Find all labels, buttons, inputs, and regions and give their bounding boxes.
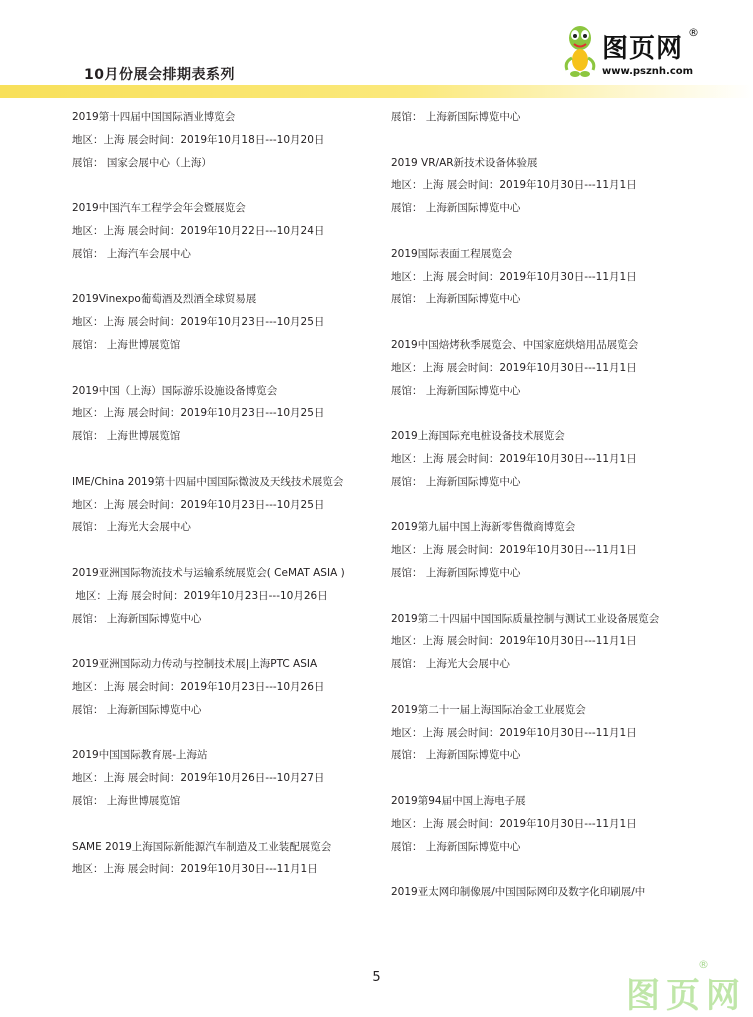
right-column	[391, 106, 691, 904]
entry-spacer	[391, 676, 691, 699]
exhibition-detail: 地区：上海 展会时间：2019年10月30日---11月1日	[72, 863, 318, 876]
exhibition-title: 2019中国汽车工程学会年会暨展览会	[72, 202, 246, 215]
exhibition-entry	[72, 106, 372, 174]
exhibition-entry	[72, 197, 372, 265]
exhibition-detail: 展馆： 上海新国际博览中心	[391, 202, 521, 215]
header-bar	[0, 85, 753, 98]
logo-name: 图页网	[602, 34, 684, 64]
exhibition-detail: 展馆： 上海世博展览馆	[72, 794, 181, 807]
exhibition-title: 2019第二十四届中国国际质量控制与测试工业设备展览会	[391, 612, 660, 625]
exhibition-title: IME/China 2019第十四届中国国际微波及天线技术展览会	[72, 475, 344, 488]
exhibition-entry	[391, 790, 691, 858]
logo-registered-mark: ®	[688, 26, 699, 39]
exhibition-entry	[391, 106, 691, 129]
exhibition-region-date: 地区：上海 展会时间：2019年10月30日---11月1日	[391, 270, 637, 283]
exhibition-entry	[72, 562, 372, 630]
exhibition-region-date: 地区：上海 展会时间：2019年10月22日---10月24日	[72, 224, 325, 237]
entry-spacer	[391, 858, 691, 881]
entry-spacer	[391, 494, 691, 517]
exhibition-title: 2019亚太网印制像展/中国国际网印及数字化印刷展/中	[391, 886, 646, 899]
exhibition-region-date: 地区：上海 展会时间：2019年10月30日---11月1日	[391, 452, 637, 465]
exhibition-detail: 展馆： 上海汽车会展中心	[72, 247, 191, 260]
logo-url: www.psznh.com	[602, 66, 694, 77]
entry-spacer	[391, 767, 691, 790]
exhibition-title: 2019第二十一届上海国际冶金工业展览会	[391, 703, 586, 716]
entry-spacer	[72, 813, 372, 836]
exhibition-title: SAME 2019上海国际新能源汽车制造及工业装配展览会	[72, 840, 332, 853]
entry-spacer	[72, 174, 372, 197]
left-column	[72, 106, 372, 881]
exhibition-region-date: 地区：上海 展会时间：2019年10月23日---10月25日	[72, 498, 325, 511]
exhibition-detail: 展馆： 上海世博展览馆	[72, 430, 181, 443]
exhibition-region-date: 地区：上海 展会时间：2019年10月30日---11月1日	[391, 726, 637, 739]
exhibition-entry	[391, 425, 691, 493]
exhibition-detail: 展馆： 上海新国际博览中心	[72, 612, 202, 625]
exhibition-region-date: 地区：上海 展会时间：2019年10月23日---10月26日	[72, 589, 328, 602]
exhibition-entry	[72, 836, 372, 882]
watermark	[626, 958, 746, 1016]
exhibition-detail: 展馆： 上海光大会展中心	[391, 658, 510, 671]
exhibition-entry	[72, 288, 372, 356]
exhibition-title: 2019中国国际教育展-上海站	[72, 749, 208, 762]
exhibition-region-date: 地区：上海 展会时间：2019年10月30日---11月1日	[391, 544, 637, 557]
exhibition-detail: 展馆： 上海光大会展中心	[72, 521, 191, 534]
mascot-icon	[562, 22, 598, 78]
exhibition-detail: 展馆： 上海新国际博览中心	[391, 566, 521, 579]
exhibition-title: 2019第十四届中国国际酒业博览会	[72, 111, 236, 123]
exhibition-entry	[72, 744, 372, 812]
exhibition-title: 2019 VR/AR新技术设备体验展	[391, 156, 538, 169]
exhibition-region-date: 地区：上海 展会时间：2019年10月23日---10月26日	[72, 680, 325, 693]
exhibition-detail: 展馆： 上海世博展览馆	[72, 338, 181, 351]
exhibition-detail: 展馆： 上海新国际博览中心	[391, 840, 521, 853]
exhibition-entry	[391, 334, 691, 402]
watermark-text: 图页网	[626, 976, 746, 1016]
entry-spacer	[391, 585, 691, 608]
exhibition-region-date: 地区：上海 展会时间：2019年10月26日---10月27日	[72, 772, 325, 785]
exhibition-entry	[72, 471, 372, 539]
exhibition-entry	[391, 881, 691, 904]
exhibition-entry	[72, 380, 372, 448]
exhibition-title: 2019第九届中国上海新零售微商博览会	[391, 521, 576, 534]
exhibition-entry	[72, 653, 372, 721]
entry-spacer	[391, 220, 691, 243]
exhibition-entry	[391, 152, 691, 220]
exhibition-region-date: 地区：上海 展会时间：2019年10月18日---10月20日	[72, 133, 325, 146]
exhibition-detail: 展馆： 上海新国际博览中心	[391, 749, 521, 762]
exhibition-detail: 展馆： 上海新国际博览中心	[391, 293, 521, 306]
exhibition-entry	[391, 243, 691, 311]
exhibition-title: 2019上海国际充电桩设备技术展览会	[391, 430, 565, 443]
entry-spacer	[72, 357, 372, 380]
exhibition-title: 2019中国（上海）国际游乐设施设备博览会	[72, 384, 278, 397]
entry-spacer	[72, 539, 372, 562]
entry-spacer	[72, 448, 372, 471]
exhibition-detail: 展馆： 国家会展中心（上海）	[72, 156, 212, 169]
exhibition-title: 2019第94届中国上海电子展	[391, 794, 526, 807]
exhibition-title: 2019国际表面工程展览会	[391, 247, 513, 260]
exhibition-title: 2019亚洲国际动力传动与控制技术展|上海PTC ASIA	[72, 658, 318, 671]
exhibition-title: 2019亚洲国际物流技术与运输系统展览会( CeMAT ASIA )	[72, 566, 345, 579]
entry-spacer	[72, 722, 372, 745]
exhibition-title: 2019中国焙烤秋季展览会、中国家庭烘焙用品展览会	[391, 338, 639, 351]
exhibition-region-date: 地区：上海 展会时间：2019年10月30日---11月1日	[391, 361, 637, 374]
exhibition-detail: 展馆： 上海新国际博览中心	[391, 111, 521, 123]
brand-logo	[562, 18, 702, 84]
exhibition-region-date: 地区：上海 展会时间：2019年10月30日---11月1日	[391, 179, 637, 192]
entry-spacer	[72, 630, 372, 653]
entry-spacer	[391, 311, 691, 334]
exhibition-detail: 展馆： 上海新国际博览中心	[391, 475, 521, 488]
entry-spacer	[391, 402, 691, 425]
exhibition-region-date: 地区：上海 展会时间：2019年10月23日---10月25日	[72, 407, 325, 420]
page-number: 5	[372, 970, 381, 985]
watermark-registered-mark: ®	[698, 958, 709, 971]
exhibition-region-date: 地区：上海 展会时间：2019年10月30日---11月1日	[391, 635, 637, 648]
entry-spacer	[72, 266, 372, 289]
exhibition-region-date: 地区：上海 展会时间：2019年10月23日---10月25日	[72, 316, 325, 329]
exhibition-entry	[391, 608, 691, 676]
exhibition-entry	[391, 516, 691, 584]
exhibition-title: 2019Vinexpo葡萄酒及烈酒全球贸易展	[72, 293, 257, 306]
exhibition-detail: 展馆： 上海新国际博览中心	[72, 703, 202, 716]
page-title: 10月份展会排期表系列	[84, 67, 235, 83]
entry-spacer	[391, 129, 691, 152]
exhibition-region-date: 地区：上海 展会时间：2019年10月30日---11月1日	[391, 817, 637, 830]
exhibition-entry	[391, 699, 691, 767]
exhibition-detail: 展馆： 上海新国际博览中心	[391, 384, 521, 397]
